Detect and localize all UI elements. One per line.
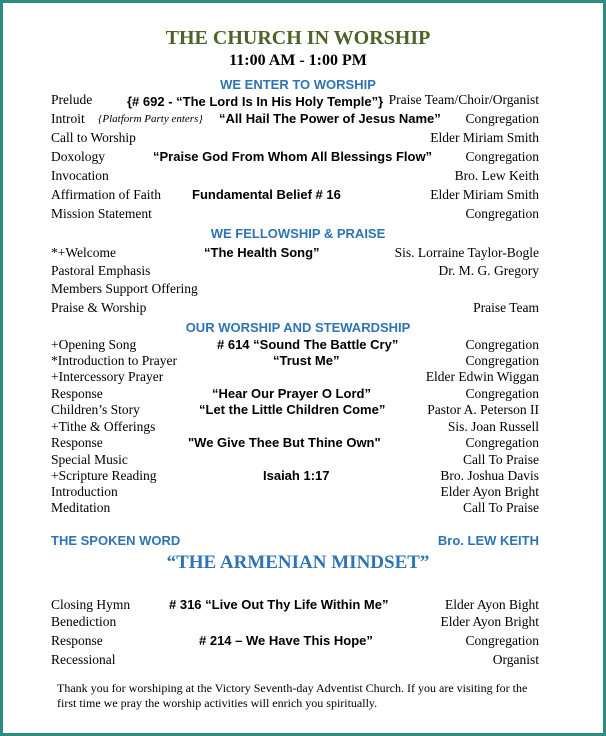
- program-person: Elder Miriam Smith: [430, 130, 539, 145]
- section-heading-enter: WE ENTER TO WORSHIP: [220, 77, 376, 92]
- program-item: Benediction: [51, 614, 117, 629]
- program-detail: “The Health Song”: [204, 245, 320, 260]
- program-item: Introduction: [51, 484, 118, 499]
- program-person: Pastor A. Peterson II: [427, 402, 539, 417]
- program-row: [51, 633, 539, 651]
- program-person: Dr. M. G. Gregory: [438, 263, 539, 278]
- program-person: Congregation: [465, 149, 539, 164]
- program-note: {Platform Party enters}: [98, 113, 203, 125]
- program-person: Elder Edwin Wiggan: [425, 369, 539, 384]
- program-detail: Fundamental Belief # 16: [192, 187, 341, 202]
- sermon-title: “THE ARMENIAN MINDSET”: [166, 552, 430, 573]
- program-row: [51, 614, 539, 632]
- spoken-word-label: THE SPOKEN WORD: [51, 533, 181, 548]
- program-item: +Intercessory Prayer: [51, 369, 164, 384]
- program-item: Affirmation of Faith: [51, 187, 161, 202]
- program-person: Elder Miriam Smith: [430, 187, 539, 202]
- program-item: +Scripture Reading: [51, 468, 157, 483]
- program-item: Children’s Story: [51, 402, 140, 417]
- page-title: THE CHURCH IN WORSHIP: [165, 27, 431, 49]
- speaker-name: Bro. LEW KEITH: [437, 533, 539, 548]
- program-detail: “Praise God From Whom All Blessings Flow”: [153, 149, 433, 164]
- program-detail: # 214 – We Have This Hope”: [199, 633, 373, 648]
- program-item: +Opening Song: [51, 337, 137, 352]
- bulletin-page: [3, 3, 603, 733]
- program-row: [51, 597, 539, 615]
- program-person: Bro. Lew Keith: [454, 168, 539, 183]
- program-detail: “Trust Me”: [273, 353, 340, 368]
- program-person: Congregation: [465, 337, 539, 352]
- program-person: Elder Ayon Bright: [440, 614, 539, 629]
- program-row: [51, 435, 539, 453]
- program-row: [51, 263, 539, 281]
- program-item: Invocation: [51, 168, 109, 183]
- program-row: [51, 369, 539, 387]
- program-item: Special Music: [51, 452, 128, 467]
- program-detail: Isaiah 1:17: [263, 468, 330, 483]
- footer-message: Thank you for worshiping at the Victory Seventh-day Adventist Church. If you are visiting for the first time we pray the worship activities will enrich you spiritually.: [57, 681, 528, 710]
- program-person: Bro. Joshua Davis: [440, 468, 539, 483]
- program-item: Members Support Offering: [51, 281, 198, 296]
- program-person: Praise Team: [473, 300, 539, 315]
- program-item: Closing Hymn: [51, 597, 131, 612]
- program-item: Praise & Worship: [51, 300, 147, 315]
- program-row: [51, 168, 539, 186]
- program-detail: “Let the Little Children Come”: [199, 402, 386, 417]
- program-item: Doxology: [51, 149, 105, 164]
- program-row: [51, 206, 539, 224]
- program-row: [51, 652, 539, 670]
- program-person: Congregation: [465, 353, 539, 368]
- program-detail: "We Give Thee But Thine Own": [188, 435, 381, 450]
- program-person: Congregation: [465, 435, 539, 450]
- program-item: Response: [51, 386, 103, 401]
- program-detail: “All Hail The Power of Jesus Name”: [219, 111, 441, 126]
- program-item: Response: [51, 435, 103, 450]
- section-heading-stewardship: OUR WORSHIP AND STEWARDSHIP: [185, 320, 411, 335]
- program-detail: # 614 “Sound The Battle Cry”: [217, 337, 399, 352]
- program-row: [51, 187, 539, 205]
- program-item: Meditation: [51, 500, 111, 515]
- program-item: Call to Worship: [51, 130, 136, 145]
- program-person: Congregation: [465, 206, 539, 221]
- program-item: +Tithe & Offerings: [51, 419, 156, 434]
- program-row: [51, 92, 539, 110]
- program-item: Recessional: [51, 652, 116, 667]
- program-person: Organist: [492, 652, 539, 667]
- program-person: Sis. Joan Russell: [447, 419, 539, 434]
- program-item: Mission Statement: [51, 206, 152, 221]
- program-row: [51, 281, 539, 299]
- program-person: Congregation: [465, 111, 539, 126]
- program-row: [51, 149, 539, 167]
- program-row: [51, 300, 539, 318]
- program-row: [51, 111, 539, 129]
- program-item: Introit: [51, 111, 85, 126]
- section-heading-fellowship: WE FELLOWSHIP & PRAISE: [210, 226, 386, 241]
- program-person: Elder Ayon Bight: [444, 597, 539, 612]
- program-person: Call To Praise: [462, 452, 539, 467]
- program-row: [51, 402, 539, 420]
- program-person: Congregation: [465, 633, 539, 648]
- program-person: Elder Ayon Bright: [440, 484, 539, 499]
- service-time: 11:00 AM - 1:00 PM: [229, 52, 367, 69]
- program-person: Call To Praise: [462, 500, 539, 515]
- program-row: [51, 130, 539, 148]
- program-item: *Introduction to Prayer: [51, 353, 177, 368]
- program-row: [51, 245, 539, 263]
- program-person: Praise Team/Choir/Organist: [388, 92, 539, 107]
- program-item: Prelude: [51, 92, 93, 107]
- program-person: Sis. Lorraine Taylor-Bogle: [394, 245, 539, 260]
- program-detail: {# 692 - “The Lord Is In His Holy Temple”}: [127, 94, 384, 109]
- program-detail: “Hear Our Prayer O Lord”: [212, 386, 371, 401]
- program-item: Response: [51, 633, 103, 648]
- program-row: [51, 500, 539, 518]
- program-detail: # 316 “Live Out Thy Life Within Me”: [169, 597, 389, 612]
- program-person: Congregation: [465, 386, 539, 401]
- program-item: *+Welcome: [51, 245, 117, 260]
- program-item: Pastoral Emphasis: [51, 263, 151, 278]
